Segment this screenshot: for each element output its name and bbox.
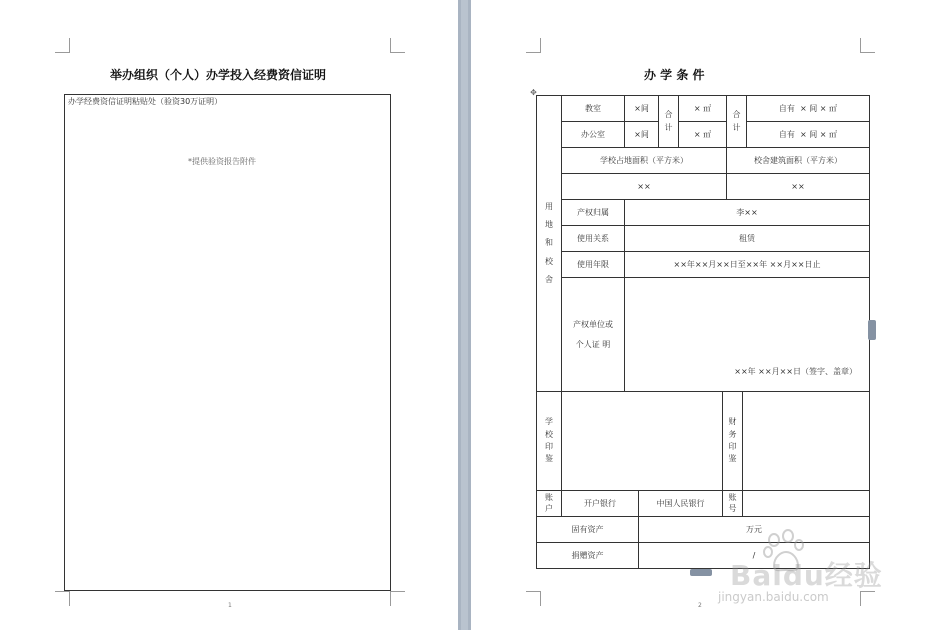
finance-seal-label: 财务印鉴	[723, 392, 743, 491]
self-owned-row: 自有 × 间 × ㎡	[747, 122, 870, 148]
crop-mark	[526, 38, 541, 53]
left-page-title: 举办组织（个人）办学投入经费资信证明	[110, 68, 327, 82]
table-row	[537, 148, 870, 174]
donated-assets-value: /	[639, 543, 870, 569]
usage-relation-label: 使用关系	[562, 226, 625, 252]
attachment-note: *提供验资报告附件	[188, 157, 256, 166]
usage-period-label: 使用年限	[562, 252, 625, 278]
total-label: 合计	[659, 96, 679, 148]
account-no-label: 账号	[723, 491, 743, 517]
self-owned-row: 自有 × 间 × ㎡	[747, 96, 870, 122]
seal-and-assets-table	[536, 391, 870, 569]
total-label-2: 合计	[727, 96, 747, 148]
school-seal-label: 学校印鉴	[537, 392, 562, 491]
usage-period-value: ××年××月××日至××年 ××月××日止	[625, 252, 870, 278]
building-area-value: ××	[727, 174, 870, 200]
table-row	[537, 226, 870, 252]
crop-mark	[860, 38, 875, 53]
fixed-assets-value: 万元	[639, 517, 870, 543]
left-page	[0, 0, 458, 630]
table-row	[537, 200, 870, 226]
area-value: × ㎡	[679, 122, 727, 148]
table-row	[537, 96, 870, 122]
table-row	[537, 252, 870, 278]
crop-mark	[526, 591, 541, 606]
watermark-logo: Baidu经验	[730, 559, 883, 592]
bank-value: 中国人民银行	[639, 491, 723, 517]
classroom-value: ×间	[625, 96, 659, 122]
right-page-title: 办 学 条 件	[644, 68, 705, 82]
land-area-value: ××	[562, 174, 727, 200]
usage-relation-value: 租赁	[625, 226, 870, 252]
finance-seal-area	[743, 392, 870, 491]
area-value: × ㎡	[679, 96, 727, 122]
site-side-label: 用地和校舍	[537, 96, 562, 392]
school-conditions-table	[536, 95, 870, 392]
table-row	[537, 392, 870, 491]
row-insert-handle[interactable]	[690, 569, 712, 576]
fixed-assets-label: 固有资产	[537, 517, 639, 543]
crop-mark	[55, 38, 70, 53]
box-caption: 办学经费资信证明粘贴处（验资30万证明）	[68, 97, 223, 106]
office-value: ×间	[625, 122, 659, 148]
ownership-label: 产权归属	[562, 200, 625, 226]
table-row	[537, 517, 870, 543]
attachment-box	[64, 94, 391, 591]
watermark-url: jingyan.baidu.com	[718, 590, 829, 604]
owner-proof-date: ××年 ××月××日（签字、盖章）	[625, 278, 870, 392]
crop-mark	[390, 591, 405, 606]
classroom-label: 教室	[562, 96, 625, 122]
crop-mark	[55, 591, 70, 606]
table-row	[537, 491, 870, 517]
office-label: 办公室	[562, 122, 625, 148]
page-gutter	[458, 0, 471, 630]
table-row	[537, 278, 870, 392]
land-area-label: 学校占地面积（平方米）	[562, 148, 727, 174]
donated-assets-label: 捐赠资产	[537, 543, 639, 569]
ownership-value: 李××	[625, 200, 870, 226]
page-number: 2	[698, 602, 702, 609]
owner-proof-label: 产权单位或个人证 明	[562, 278, 625, 392]
table-move-handle-icon[interactable]: ✥	[530, 88, 537, 97]
school-seal-area	[562, 392, 723, 491]
account-no-value	[743, 491, 870, 517]
bank-label: 开户银行	[562, 491, 639, 517]
table-row	[537, 174, 870, 200]
account-label: 账户	[537, 491, 562, 517]
table-row	[537, 122, 870, 148]
table-resize-handle[interactable]	[868, 320, 876, 340]
crop-mark	[390, 38, 405, 53]
building-area-label: 校舍建筑面积（平方米）	[727, 148, 870, 174]
page-number: 1	[228, 602, 232, 609]
